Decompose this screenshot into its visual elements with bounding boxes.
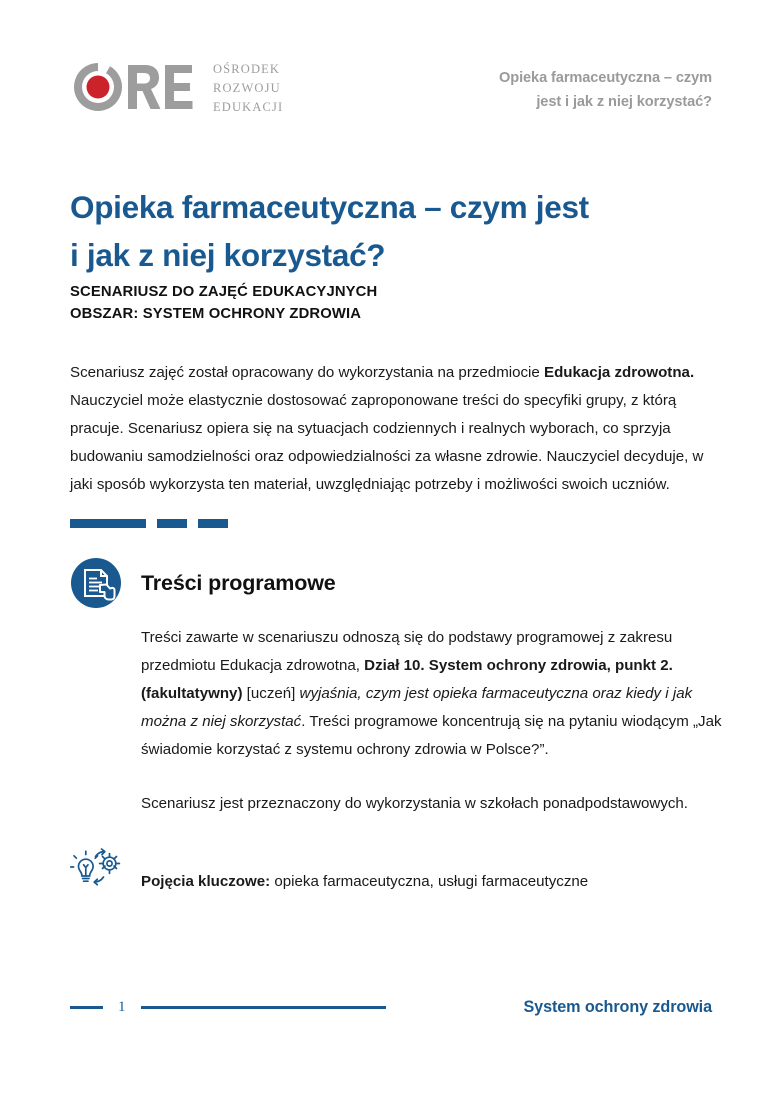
page-title-line1: Opieka farmaceutyczna – czym jest: [70, 189, 589, 226]
running-header: [70, 55, 712, 145]
intro-text-part1: Scenariusz zajęć został opracowany do wykorzystania na przedmiocie: [70, 364, 545, 382]
logo-word-rozwoju: ROZWOJU: [213, 80, 281, 95]
section-p1-part2: [uczeń]: [242, 684, 300, 702]
page-title-line2: i jak z niej korzystać?: [70, 236, 386, 273]
section-title: Treści programowe: [141, 570, 336, 595]
footer-dash-left: [70, 1006, 103, 1009]
key-concepts: [70, 845, 730, 911]
section-p1-italic: wyjaśnia, czym jest opieka farmaceutyczna oraz kiedy i jak można z niej skorzystać: [141, 684, 693, 730]
running-header-title-line1: Opieka farmaceutyczna – czym: [499, 70, 712, 86]
intro-text-bold: Edukacja zdrowotna.: [544, 364, 695, 382]
intro-paragraph: [70, 359, 718, 499]
key-concepts-value: opieka farmaceutyczna, usługi farmaceutyczne: [270, 873, 589, 891]
key-concepts-label: Pojęcia kluczowe:: [141, 873, 271, 891]
decorative-divider: [70, 519, 228, 528]
divider-dash-short-2: [198, 519, 228, 528]
section-p1-part3: . Treści programowe koncentrują się na pytaniu wiodącym „Jak świadomie korzystać z systemu ochrony zdrowia w Polsce?”.: [141, 712, 722, 758]
page-title: [70, 184, 730, 280]
section-paragraph-1: [141, 624, 730, 764]
page-subtitle: [70, 281, 730, 326]
key-concepts-text: [141, 860, 588, 895]
footer-section-title: System ochrony zdrowia: [523, 998, 712, 1016]
section-p1-bold: Dział 10. System ochrony zdrowia, punkt 2. (fakultatywny): [141, 657, 673, 702]
page-subtitle-line2: OBSZAR: SYSTEM OCHRONY ZDROWIA: [70, 306, 362, 323]
footer-page-number: 1: [118, 999, 126, 1015]
footer-rule: [141, 1006, 386, 1009]
divider-dash-short-1: [157, 519, 187, 528]
ore-logo: [70, 59, 283, 115]
running-header-title-line2: jest i jak z niej korzystać?: [536, 93, 712, 110]
lightbulb-gear-icon: [70, 846, 122, 888]
ore-logo-wordmark: [213, 61, 283, 114]
document-cursor-icon: [70, 557, 122, 609]
divider-dash-long: [70, 519, 146, 528]
section-body: [141, 624, 730, 818]
section-tresci-programowe: [70, 557, 730, 833]
logo-word-osrodek: OŚRODEK: [213, 61, 281, 76]
section-paragraph-2: Scenariusz jest przeznaczony do wykorzystania w szkołach ponadpodstawowych.: [141, 794, 689, 812]
section-p1-part1: Treści zawarte w scenariuszu odnoszą się do podstawy programowej z zakresu przedmiotu Edukacja zdrowotna,: [141, 629, 673, 675]
logo-word-edukacji: EDUKACJI: [213, 99, 284, 114]
ore-logo-mark: [70, 59, 202, 115]
running-header-title: [499, 55, 712, 114]
section-header: [70, 557, 730, 609]
page-subtitle-line1: SCENARIUSZ DO ZAJĘĆ EDUKACYJNYCH: [70, 284, 378, 300]
intro-text-part2: Nauczyciel może elastycznie dostosować zaproponowane treści do specyfiki grupy, z którą pracuje. Scenariusz opiera się na sytuacjach codziennych i realnych wyborach, co sprzyja budowaniu samodzielności oraz odpowiedzialności za własne zdrowie. Nauczyciel decyduje, w jaki sposób wykorzysta ten materiał, uwzględniając potrzeby i możliwości swoich uczniów.: [70, 392, 704, 493]
page-footer: [70, 998, 712, 1017]
